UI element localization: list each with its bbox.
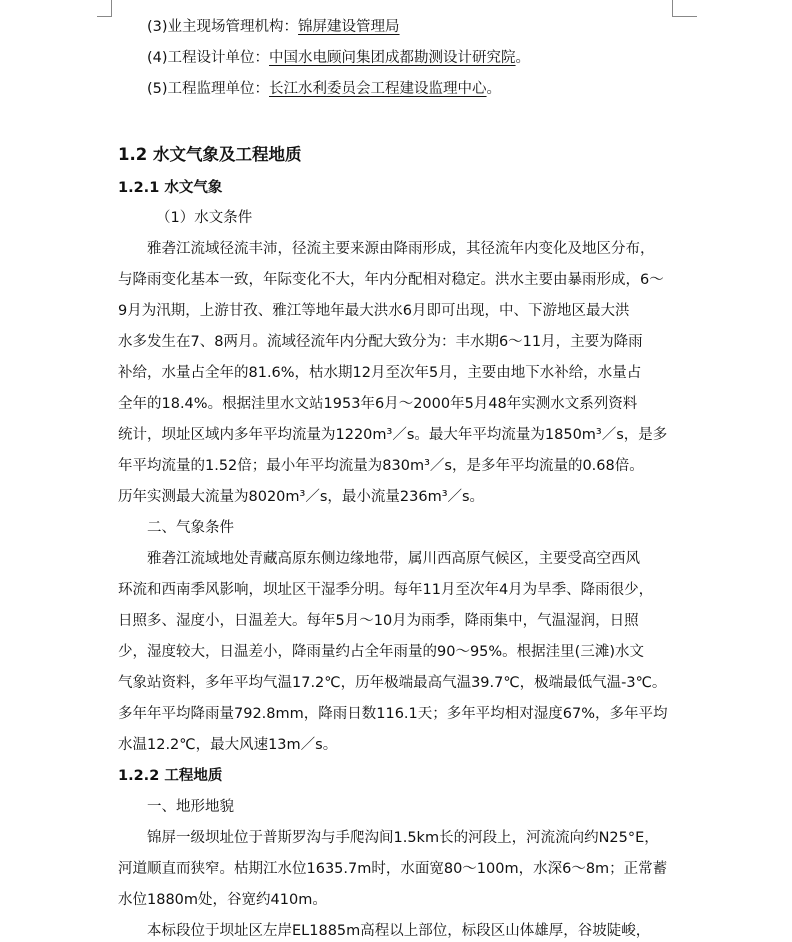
list-item-design-unit: (4)工程设计单位：中国水电顾问集团成都勘测设计研究院。: [147, 50, 531, 66]
para2-line: 少，湿度较大，日温差小，降雨量约占全年雨量的90～95%。根据洼里(三滩)水文: [118, 644, 644, 660]
para4-line: 本标段位于坝址区左岸EL1885m高程以上部位，标段区山体雄厚，谷坡陡峻，: [147, 923, 651, 939]
list-item-owner-agency: (3)业主现场管理机构：锦屏建设管理局: [147, 19, 400, 35]
para1-line: 9月为汛期，上游甘孜、雅江等地年最大洪水6月即可出现，中、下游地区最大洪: [118, 303, 630, 319]
supervision-unit-name: 长江水利委员会工程建设监理中心: [269, 81, 487, 97]
para2-line: 日照多、湿度小，日温差大。每年5月～10月为雨季，降雨集中，气温湿润，日照: [118, 613, 639, 629]
para1-line: 补给，水量占全年的81.6%，枯水期12月至次年5月，主要由地下水补给，水量占: [118, 365, 642, 381]
para3-line: 水位1880m处，谷宽约410m。: [118, 892, 327, 908]
crop-mark-right: [672, 0, 697, 17]
crop-mark-left: [97, 0, 112, 17]
para1-line: 与降雨变化基本一致，年际变化不大，年内分配相对稳定。洪水主要由暴雨形成，6～: [118, 272, 664, 288]
para1-line: 历年实测最大流量为8020m³／s，最小流量236m³／s。: [118, 489, 485, 505]
label-topography: 一、地形地貌: [147, 799, 234, 815]
para1-line: 水多发生在7、8两月。流域径流年内分配大致分为：丰水期6～11月，主要为降雨: [118, 334, 643, 350]
section-heading: 1.2 水文气象及工程地质: [118, 145, 302, 164]
para1-line: 雅砻江流域径流丰沛，径流主要来源由降雨形成，其径流年内变化及地区分布，: [147, 241, 655, 257]
label-meteorological-conditions: 二、气象条件: [147, 520, 234, 536]
para2-line: 环流和西南季风影响，坝址区干湿季分明。每年11月至次年4月为旱季、降雨很少，: [118, 582, 654, 598]
list-item-supervision-unit: (5)工程监理单位：长江水利委员会工程建设监理中心。: [147, 81, 502, 97]
label-hydrologic-conditions: （1）水文条件: [156, 210, 253, 226]
para2-line: 雅砻江流域地处青藏高原东侧边缘地带，属川西高原气候区，主要受高空西风: [147, 551, 640, 567]
owner-agency-name: 锦屏建设管理局: [298, 19, 400, 35]
para2-line: 气象站资料，多年平均气温17.2℃，历年极端最高气温39.7℃，极端最低气温-3℃。: [118, 675, 667, 691]
para3-line: 河道顺直而狭窄。枯期江水位1635.7m时，水面宽80～100m，水深6～8m；正常蓄: [118, 861, 668, 877]
para1-line: 全年的18.4%。根据洼里水文站1953年6月～2000年5月48年实测水文系列资料: [118, 396, 638, 412]
para1-line: 年平均流量的1.52倍；最小年平均流量为830m³／s，是多年平均流量的0.68倍。: [118, 458, 644, 474]
para2-line: 水温12.2℃，最大风速13m／s。: [118, 737, 338, 753]
para2-line: 多年年平均降雨量792.8mm，降雨日数116.1天；多年平均相对湿度67%，多年平均: [118, 706, 668, 722]
subsection-heading-hydrology: 1.2.1 水文气象: [118, 180, 223, 196]
para3-line: 锦屏一级坝址位于普斯罗沟与手爬沟间1.5km长的河段上，河流流向约N25°E，: [147, 830, 659, 846]
subsection-heading-geology: 1.2.2 工程地质: [118, 768, 223, 784]
design-unit-name: 中国水电顾问集团成都勘测设计研究院: [269, 50, 516, 66]
para1-line: 统计，坝址区域内多年平均流量为1220m³／s。最大年平均流量为1850m³／s，是多: [118, 427, 668, 443]
